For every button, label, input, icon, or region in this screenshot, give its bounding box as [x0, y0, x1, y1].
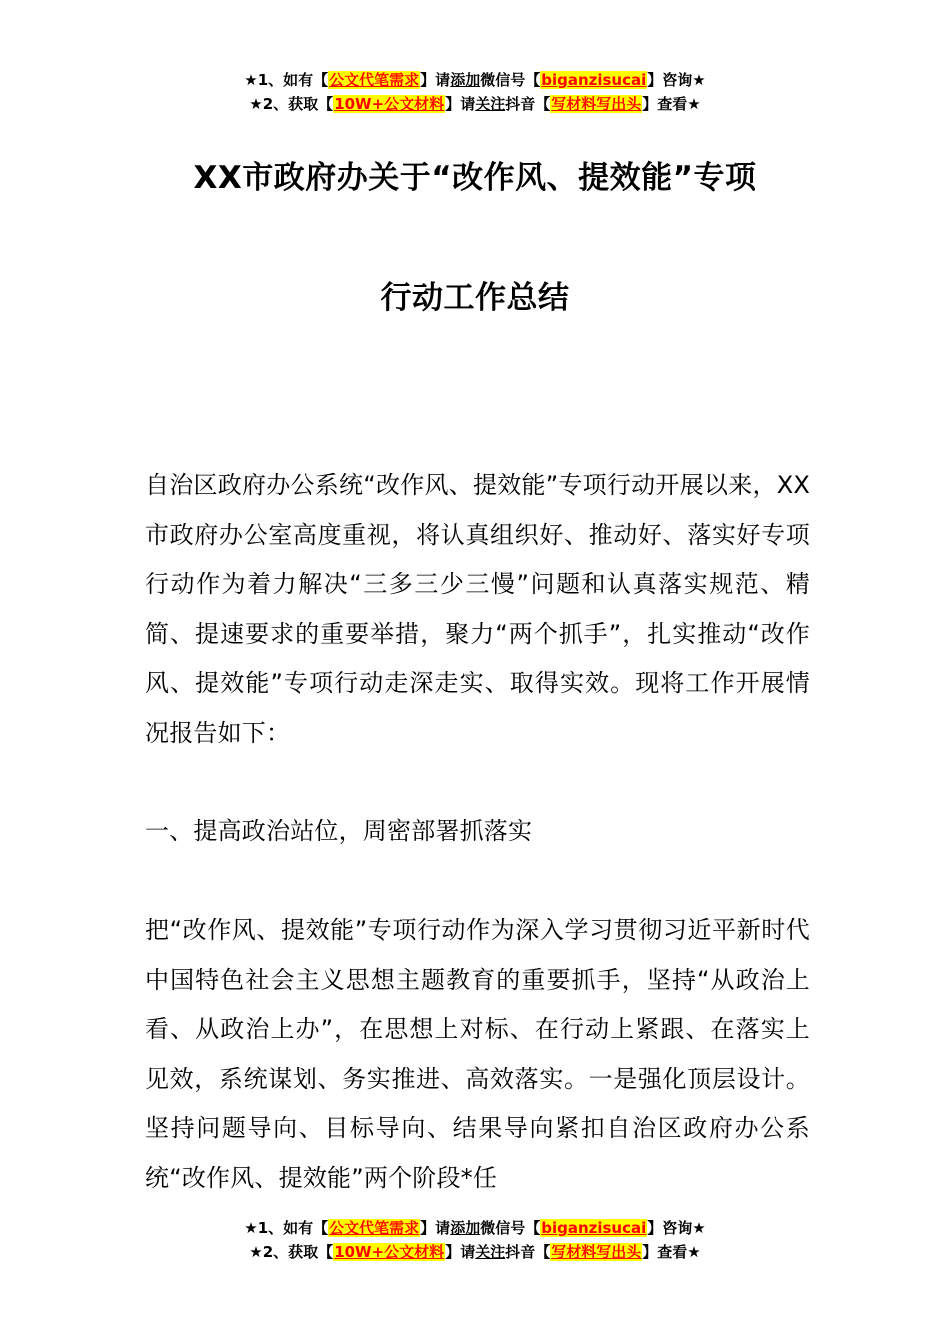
promo-line-1: ★1、如有【公文代笔需求】请添加微信号【biganzisucai】咨询★	[244, 71, 706, 89]
promo-highlight: 10W+公文材料	[334, 1243, 445, 1261]
promo-line-2: ★2、获取【10W+公文材料】请关注抖音【写材料写出头】查看★	[249, 1243, 701, 1261]
document-title-line-1: XX市政府办关于“改作风、提效能”专项	[193, 160, 757, 196]
document-title-line-2: 行动工作总结	[380, 280, 570, 316]
promo-highlight: biganzisucai	[541, 1219, 647, 1237]
promo-highlight: 10W+公文材料	[334, 95, 445, 113]
section-1-paragraph: 把“改作风、提效能”专项行动作为深入学习贯彻习近平新时代中国特色社会主义思想主题教育的重要抓手，坚持“从政治上看、从政治上办”，在思想上对标、在行动上紧跟、在落实上见效，系统谋划、务实推进、高效落实。一是强化顶层设计。坚持问题导向、目标导向、结果导向紧扣自治区政府办公系统“改作风、提效能”两个阶段*任	[145, 916, 810, 1192]
section-heading-1: 一、提高政治站位，周密部署抓落实	[145, 817, 533, 845]
promo-highlight: 写材料写出头	[551, 95, 642, 113]
promo-highlight: 写材料写出头	[551, 1243, 642, 1261]
intro-paragraph: 自治区政府办公系统“改作风、提效能”专项行动开展以来，XX市政府办公室高度重视，将认真组织好、推动好、落实好专项行动作为着力解决“三多三少三慢”问题和认真落实规范、精简、提速要求的重要举措，聚力“两个抓手”，扎实推动“改作风、提效能”专项行动走深走实、取得实效。现将工作开展情况报告如下：	[145, 471, 810, 747]
promo-line-1: ★1、如有【公文代笔需求】请添加微信号【biganzisucai】咨询★	[244, 1219, 706, 1237]
promo-highlight: 公文代笔需求	[329, 71, 420, 89]
promo-line-2: ★2、获取【10W+公文材料】请关注抖音【写材料写出头】查看★	[249, 95, 701, 113]
promo-highlight: 公文代笔需求	[329, 1219, 420, 1237]
promo-banner-bottom	[0, 1216, 950, 1264]
promo-banner-top	[0, 68, 950, 116]
promo-highlight: biganzisucai	[541, 71, 647, 89]
